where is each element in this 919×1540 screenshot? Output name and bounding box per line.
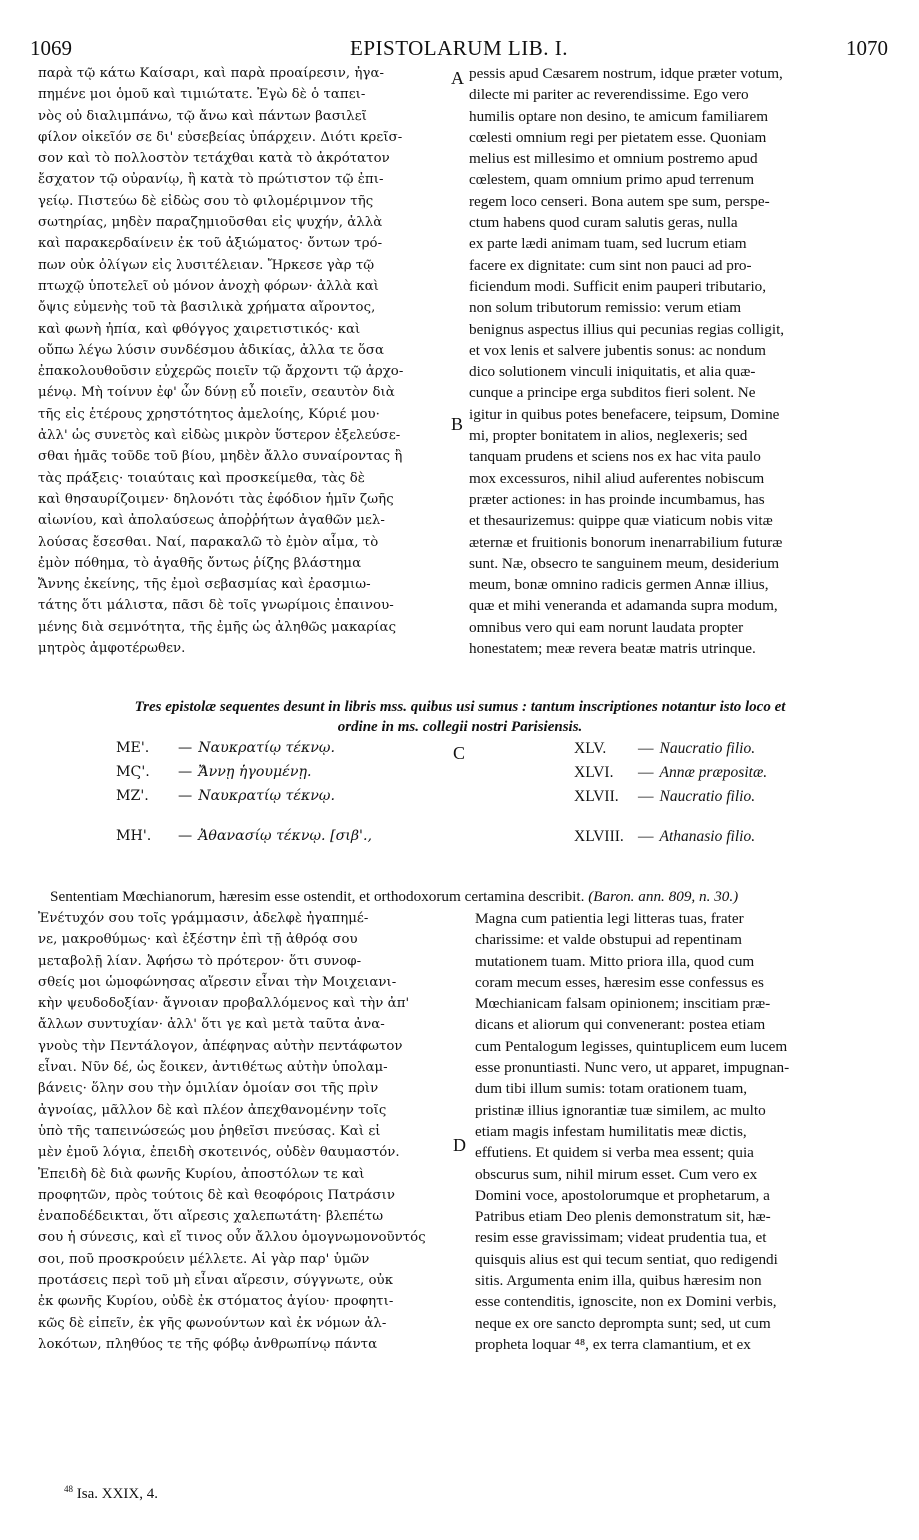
epistle-dash: — <box>178 740 193 756</box>
epistle-list-item <box>116 828 372 844</box>
summary-citation: (Baron. ann. 809, n. 30.) <box>588 888 739 905</box>
epistle-number: XLVII. <box>574 788 619 805</box>
greek-text-line: τάτης ὅτι μάλιστα, πᾶσι δὲ τοῖς γνωρίμοις ἐπαινου- <box>38 598 394 614</box>
greek-text-line: πημένε μοι ὁμοῦ καὶ τιμιώτατε. Ἐγὼ δὲ ὁ ταπει- <box>38 87 366 103</box>
latin-text-line: charissime: et valde obstupui ad repentinam <box>475 931 742 949</box>
latin-text-line: effutiens. Et quidem si verba mea essent; quia <box>475 1144 754 1162</box>
greek-text-line: ἐκ φωνῆς Κυρίου, οὐδὲ ἐκ στόματος ἁγίου· προφητι- <box>38 1294 394 1310</box>
margin-marker-d: D <box>453 1135 466 1155</box>
epistle-dash: — <box>178 788 193 804</box>
latin-text-line: æternæ et fruitionis bonorum inenarrabilium futuræ <box>469 533 783 551</box>
latin-text-line: Patribus etiam Deo plenis demonstratum sit, hæ- <box>475 1208 771 1226</box>
epistle-recipient: Naucratio filio. <box>659 740 756 757</box>
epistle-recipient: Ἀθανασίῳ τέκνῳ. [σιβ'., <box>198 828 372 844</box>
summary-text: Sententiam Mœchianorum, hæresim esse ostendit, et orthodoxorum certamina describit. <box>50 888 585 905</box>
footnote-text: Isa. XXIX, 4. <box>76 1486 158 1502</box>
epistle-dash: — <box>178 764 193 780</box>
epistle-number: ΜΗ'. <box>116 828 152 844</box>
greek-text-line: πων οὐκ ὀλίγων εἰς λυσιτέλειαν. Ἤρκεσε γὰρ τῷ <box>38 257 375 273</box>
greek-text-line: ἔσχατον τῷ οὐρανίῳ, ἢ κατὰ τὸ πρώτιστον τῷ ἐπι- <box>38 172 384 188</box>
latin-text-line: mox excessuros, nihil aliud auferentes nobiscum <box>469 469 765 487</box>
greek-text-line: ἄλλων συντυχίαν· ἀλλ' ὅτι γε καὶ μετὰ ταῦτα ἀνα- <box>38 1017 385 1033</box>
latin-text-line: sunt. Næ, obsecro te sanguinem meum, desiderium <box>469 554 780 572</box>
editorial-note-line-1: Tres epistolæ sequentes desunt in libris mss. quibus usi sumus : tantum inscriptiones notantur isto loco et <box>134 699 786 715</box>
epistle-number: ΜΖ'. <box>116 788 149 804</box>
latin-text-line: dicans et aliorum qui convenerant: postea etiam <box>475 1016 766 1034</box>
greek-text-line: γνοὺς τὴν Πεντάλογον, ἀπέφηνας αὐτὴν πεντάφωτον <box>38 1038 403 1054</box>
latin-text-line: melius est millesimo et omnium postremo apud <box>469 150 758 168</box>
greek-text-line: καὶ παρακερδαίνειν ἐκ τοῦ ἀξιώματος· ὄντων τρό- <box>38 236 383 252</box>
latin-text-line: igitur in quibus potes benefacere, teipsum, Domine <box>469 405 780 423</box>
epistle-list-item <box>574 788 755 806</box>
latin-text-line: dilecte mi pariter ac reverendissime. Ego vero <box>469 86 749 104</box>
greek-text-line: καὶ θησαυρίζοιμεν· δηλονότι τὰς ἐφόδιον ἡμῖν ζωῆς <box>38 491 394 507</box>
latin-text-line: obscurus sum, nihil mirum esset. Cum vero ex <box>475 1165 758 1183</box>
latin-text-line: cœlestem, quam omnium primo apud terrenum <box>469 171 755 189</box>
latin-text-line: ficiendum modi. Sufficit enim pauperi tributario, <box>469 277 767 295</box>
latin-text-line: pristinæ illius ignorantiæ tuæ similem, ac multo <box>475 1101 766 1119</box>
greek-text-line: σωτηρίας, μηδὲν παραζημιοῦσθαι εἰς ψυχήν, ἀλλὰ <box>38 215 383 231</box>
greek-text-line: κῶς δὲ εἰπεῖν, ἐκ γῆς φωνούντων καὶ ἐκ νόμων ἀλ- <box>38 1315 387 1331</box>
latin-text-line: pessis apud Cæsarem nostrum, idque præter votum, <box>469 65 783 82</box>
greek-text-line: νὸς οὐ διαλιμπάνω, τῷ ἄνω καὶ πάντων βασιλεῖ <box>38 108 367 124</box>
greek-text-line: λοκότων, πληθύος τε τῆς φόβῳ ἀνθρωπίνῳ πάντα <box>38 1336 378 1352</box>
latin-text-line: cum Pentalogum legisses, quintuplicem eum lucem <box>475 1037 788 1055</box>
epistle-recipient: Ναυκρατίῳ τέκνῳ. <box>198 740 335 756</box>
greek-text-line: μὲν ἐμοῦ λόγια, ἐπειδὴ σκοτεινός, οὐδὲν θαυμαστόν. <box>38 1145 400 1161</box>
latin-column-top <box>469 63 784 659</box>
latin-text-line: Magna cum patientia legi litteras tuas, frater <box>475 910 744 927</box>
greek-text-line: γείῳ. Πιστεύω δὲ εἰδὼς σου τὸ φιλομέριμνον τῆς <box>38 193 374 209</box>
latin-text-line: Domini voce, apostolorumque et prophetarum, a <box>475 1186 770 1204</box>
epistle-number: XLVIII. <box>574 828 624 845</box>
latin-text-line: Mœchianicam falsam opinionem; inscitiam præ- <box>475 995 771 1013</box>
greek-column-bottom <box>38 908 426 1355</box>
epistle-summary <box>50 888 870 906</box>
greek-text-line: Ἄννης ἐκείνης, τῆς ἐμοὶ σεβασμίας καὶ ἐρασμιω- <box>38 577 371 593</box>
latin-text-line: facere ex dignitate: cum sint non pauci ad pro- <box>469 256 752 274</box>
footnote-number: 48 <box>64 1484 73 1494</box>
epistle-list-item <box>116 764 311 780</box>
greek-text-line: ὄψις εὐμενὴς τοῦ τὰ βασιλικὰ χρήματα αἴροντος, <box>38 300 376 316</box>
greek-text-line: Ἐνέτυχόν σου τοῖς γράμμασιν, ἀδελφὲ ἠγαπημέ- <box>38 911 369 926</box>
epistle-dash: — <box>638 828 654 845</box>
latin-text-line: et vox lenis et salvere jubentis sonus: ac nondum <box>469 341 766 359</box>
latin-text-line: dico solutionem vinculi iniquitatis, et alia quæ- <box>469 363 756 381</box>
epistle-recipient: Athanasio filio. <box>659 828 756 845</box>
latin-text-line: resim esse gravissimam; videat prudentia tua, et <box>475 1229 767 1247</box>
editorial-note-line-2: ordine in ms. collegii nostri Parisiensis. <box>337 719 583 735</box>
greek-text-line: σοι, ποῦ προσκρούειν μέλλετε. Αἱ γὰρ παρ' ὑμῶν <box>38 1251 370 1267</box>
greek-text-line: τῆς εἰς ἑτέρους χρηστότητος ἀμελοίης, Κύριέ μου· <box>38 406 380 422</box>
latin-text-line: neque ex ore sancto deprompta sunt; sed, ut cum <box>475 1314 771 1332</box>
latin-text-line: quæ et mihi veneranda et adamanda supra modum, <box>469 597 778 615</box>
margin-marker-c: C <box>453 743 466 763</box>
latin-text-line: præter actiones: in has proinde incumbamus, has <box>469 490 765 508</box>
epistle-recipient: Annæ præpositæ. <box>659 764 768 781</box>
greek-text-line: νε, μακροθύμως· καὶ ἐξέστην ἐπὶ τῇ ἀθρόᾳ σου <box>38 932 358 948</box>
latin-text-line: propheta loquar ⁴⁸, ex terra clamantium, et ex <box>475 1335 751 1353</box>
latin-text-line: etiam magis infestam humilitatis meæ dictis, <box>475 1122 747 1140</box>
latin-text-line: mi, propter bonitatem in alios, neglexeris; sed <box>469 427 748 445</box>
latin-text-line: meum, bonæ omnino radicis germen Annæ illius, <box>469 576 769 594</box>
greek-text-line: ἀλλ' ὡς συνετὸς καὶ εἰδὼς μικρὸν ὕστερον ἐξελεύσε- <box>38 428 401 444</box>
greek-text-line: ἐπακολουθοῦσιν εὐχερῶς ποιεῖν τῷ ἄρχοντι τῷ ἀρχο- <box>38 364 404 380</box>
latin-text-line: ex parte lædi animam tuam, sed lucrum etiam <box>469 235 747 253</box>
greek-text-line: προφητῶν, πρὸς τούτοις δὲ καὶ θεοφόροις Πατράσιν <box>38 1187 396 1203</box>
latin-text-line: cœlesti omnium regi per pietatem esse. Quoniam <box>469 128 767 146</box>
epistle-dash: — <box>638 788 654 805</box>
greek-text-line: ἐμὸν πόθημα, τὸ ἀγαθῆς ὄντως ῥίζης βλάστημα <box>38 555 362 571</box>
greek-text-line: μένης διὰ σεμνότητα, τῆς ἐμῆς ὡς ἀληθῶς μακαρίας <box>38 619 397 635</box>
latin-text-line: quisquis alius est qui tecum sentiat, quo redigendi <box>475 1250 778 1268</box>
epistle-list-item <box>116 788 335 804</box>
greek-text-line: ὑπὸ τῆς ταπεινώσεώς μου ῥηθεῖσι πνεύσας. Καὶ εἰ <box>38 1123 381 1139</box>
greek-text-line: σθείς μοι ὡμοφώνησας αἵρεσιν εἶναι τὴν Μοιχειανι- <box>38 974 397 990</box>
latin-text-line: non solum tributorum remissio: verum etiam <box>469 299 742 317</box>
latin-text-line: cunque a principe erga subditos fieri solent. Ne <box>469 384 756 402</box>
greek-text-line: σθαι ἡμᾶς τοῦδε τοῦ βίου, μηδὲν ἄλλο συναίροντας ἢ <box>38 449 403 465</box>
greek-text-line: αἰωνίου, καὶ ἀπολαύσεως ἀποῤῥήτων ἀγαθῶν μελ- <box>38 513 385 529</box>
greek-text-line: ἐναποδέδεικται, ὅτι αἵρεσις χαλεπωτάτη· βλεπέτω <box>38 1209 384 1225</box>
latin-text-line: regem loco censeri. Bona autem spe sum, perspe- <box>469 192 770 210</box>
latin-text-line: esse pronuntiasti. Nunc vero, ut apparet, impugnan- <box>475 1059 790 1077</box>
epistle-recipient: Naucratio filio. <box>659 788 756 805</box>
latin-text-line: coram mecum esses, hæresim esse confessus es <box>475 973 764 991</box>
latin-text-line: honestatem; meæ revera beatæ matris utrinque. <box>469 640 756 658</box>
epistle-number: ΜϚ'. <box>116 764 150 780</box>
epistle-list-item <box>574 828 755 846</box>
greek-text-line: ἀγνοίας, μᾶλλον δὲ καὶ πλέον ἀπεχθανομένην τοῖς <box>38 1102 387 1118</box>
epistle-recipient: Ἄννῃ ἡγουμένῃ. <box>198 764 312 780</box>
epistle-list-item <box>116 740 335 756</box>
page-header <box>30 36 888 62</box>
greek-column-top <box>38 63 403 659</box>
epistle-dash: — <box>178 828 193 844</box>
greek-text-line: οὔπω λέγω λύσιν συνδέσμου ἀδικίας, ἀλλα τε ὅσα <box>38 342 384 358</box>
footnote <box>64 1484 158 1503</box>
latin-text-line: esse contenditis, ignoscite, non ex Domini verbis, <box>475 1293 777 1311</box>
latin-text-line: dum tibi illum sumis: totam orationem tuam, <box>475 1080 748 1098</box>
running-title: EPISTOLARUM LIB. I. <box>350 36 568 60</box>
margin-marker-a: A <box>451 68 464 88</box>
greek-text-line: φίλον οἰκεῖόν σε δι' εὐσεβείας ὑπάρχειν. Διότι κρεῖσ- <box>38 129 403 145</box>
greek-text-line: Ἐπειδὴ δὲ διὰ φωνῆς Κυρίου, ἀποστόλων τε καὶ <box>38 1166 365 1182</box>
epistle-number: ΜΕ'. <box>116 740 150 756</box>
page-number-left: 1069 <box>30 36 72 60</box>
epistle-number: XLVI. <box>574 764 614 781</box>
greek-text-line: εἶναι. Νῦν δέ, ὡς ἔοικεν, ἀντιθέτως αὐτὴν ὑπολαμ- <box>38 1060 388 1076</box>
latin-text-line: ctum habens quod curam salutis geras, nulla <box>469 214 738 232</box>
latin-text-line: benignus aspectus illius qui pecunias regias colligit, <box>469 320 785 338</box>
latin-column-bottom <box>475 908 789 1355</box>
epistle-recipient: Ναυκρατίῳ τέκνῳ. <box>198 788 335 804</box>
margin-marker-b: B <box>451 414 464 434</box>
greek-text-line: μένῳ. Μὴ τοίνυν ἐφ' ὧν δύνῃ εὖ ποιεῖν, σεαυτὸν διὰ <box>38 385 395 401</box>
epistle-dash: — <box>638 764 654 781</box>
greek-text-line: μεταβολῇ λίαν. Ἀφήσω τὸ πρότερον· ὅτι συνοφ- <box>38 953 362 969</box>
latin-text-line: omnibus vero qui eam norunt laudata propter <box>469 618 744 636</box>
epistle-list-item <box>574 740 755 758</box>
greek-text-line: μητρὸς ἀμφοτέρωθεν. <box>38 641 186 657</box>
greek-text-line: κὴν ψευδοδοξίαν· ἄγνοιαν προβαλλόμενος καὶ τὴν ἀπ' <box>38 996 410 1012</box>
page-number-right: 1070 <box>846 36 888 60</box>
latin-text-line: humilis optare non desino, te amicum familiarem <box>469 107 769 125</box>
epistle-list-item <box>574 764 767 782</box>
epistle-number: XLV. <box>574 740 607 757</box>
latin-text-line: tanquam prudens et sciens nos ex hac vita paulo <box>469 448 761 466</box>
greek-text-line: λούσας ἔσεσθαι. Ναί, παρακαλῶ τὸ ἐμὸν αἷμα, τὸ <box>38 534 379 550</box>
greek-text-line: βάνεις· ὅλην σου τὴν ὁμιλίαν ὁμοίαν σοι τῆς πρὶν <box>38 1081 379 1097</box>
latin-text-line: et thesaurizemus: quippe quæ viaticum nobis vitæ <box>469 512 773 530</box>
editorial-note <box>40 697 880 737</box>
epistle-dash: — <box>638 740 654 757</box>
latin-text-line: sitis. Argumenta enim illa, quibus hæresim non <box>475 1272 762 1290</box>
greek-text-line: σου ἡ σύνεσις, καὶ εἴ τινος οὖν ἄλλου ὁμογνωμονοῦντός <box>38 1230 426 1246</box>
greek-text-line: προτάσεις περὶ τοῦ μὴ εἶναι αἵρεσιν, σύγγνωτε, οὐκ <box>38 1273 394 1289</box>
greek-text-line: πτωχῷ ὑποτελεῖ οὐ μόνον ἀνοχὴ φόρων· ἀλλὰ καὶ <box>38 278 379 294</box>
latin-text-line: mutationem tuam. Mitto priora illa, quod cum <box>475 952 755 970</box>
greek-text-line: παρὰ τῷ κάτω Καίσαρι, καὶ παρὰ προαίρεσιν, ἠγα- <box>38 66 385 81</box>
greek-text-line: σον καὶ τὸ πολλοστὸν τετάχθαι κατὰ τὸ ἀκρότατον <box>38 151 390 167</box>
greek-text-line: τὰς πράξεις· τοιαύταις καὶ προσκείμεθα, τὰς δὲ <box>38 470 365 486</box>
greek-text-line: καὶ φωνὴ ἠπία, καὶ φθόγγος χαιρετιστικός· καὶ <box>38 321 361 337</box>
